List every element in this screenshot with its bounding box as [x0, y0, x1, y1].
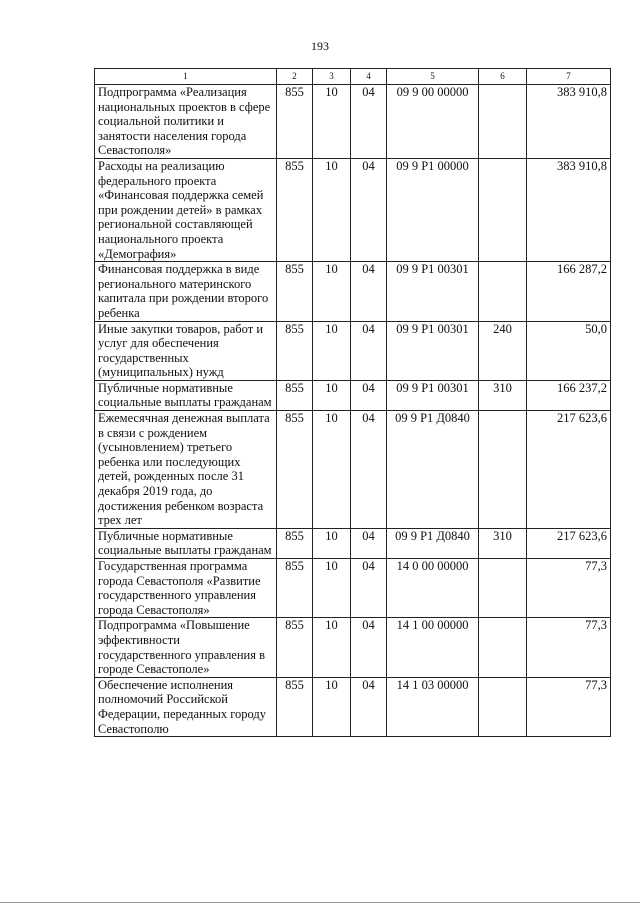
- table-row: [95, 618, 611, 677]
- row-code-cell: 855: [277, 380, 313, 410]
- row-code-cell: 855: [277, 262, 313, 321]
- row-section-cell: 10: [313, 411, 351, 529]
- table-row: [95, 262, 611, 321]
- row-expense-type-cell: 310: [479, 380, 527, 410]
- row-code-cell: 855: [277, 528, 313, 558]
- row-name-cell: Иные закупки товаров, работ и услуг для обеспечения государственных (муниципальных) нужд: [95, 321, 277, 380]
- row-section-cell: 10: [313, 618, 351, 677]
- table-row: [95, 380, 611, 410]
- row-name-cell: Обеспечение исполнения полномочий Российской Федерации, переданных городу Севастополю: [95, 677, 277, 736]
- column-header: 3: [313, 69, 351, 85]
- row-name-cell: Публичные нормативные социальные выплаты гражданам: [95, 380, 277, 410]
- row-target-cell: 09 9 P1 00301: [387, 262, 479, 321]
- row-code-cell: 855: [277, 618, 313, 677]
- row-section-cell: 10: [313, 262, 351, 321]
- row-name-cell: Расходы на реализацию федерального проекта «Финансовая поддержка семей при рождении детей» в рамках региональной составляющей национального проекта «Демография»: [95, 158, 277, 261]
- row-expense-type-cell: [479, 411, 527, 529]
- row-section-cell: 10: [313, 677, 351, 736]
- row-subsection-cell: 04: [351, 528, 387, 558]
- row-subsection-cell: 04: [351, 618, 387, 677]
- column-header: 7: [527, 69, 611, 85]
- row-code-cell: 855: [277, 411, 313, 529]
- row-target-cell: 09 9 P1 Д0840: [387, 411, 479, 529]
- row-amount-cell: 383 910,8: [527, 85, 611, 159]
- row-name-cell: Публичные нормативные социальные выплаты гражданам: [95, 528, 277, 558]
- header-row: [95, 69, 611, 85]
- row-target-cell: 14 1 00 00000: [387, 618, 479, 677]
- column-header: 1: [95, 69, 277, 85]
- table-row: [95, 559, 611, 618]
- row-target-cell: 14 1 03 00000: [387, 677, 479, 736]
- row-amount-cell: 166 287,2: [527, 262, 611, 321]
- row-target-cell: 09 9 00 00000: [387, 85, 479, 159]
- row-code-cell: 855: [277, 158, 313, 261]
- row-target-cell: 09 9 P1 00000: [387, 158, 479, 261]
- row-name-cell: Ежемесячная денежная выплата в связи с рождением (усыновлением) третьего ребенка или последующих детей, рожденных после 31 декабря 2019 года, до достижения ребенком возраста трех лет: [95, 411, 277, 529]
- row-expense-type-cell: [479, 85, 527, 159]
- row-amount-cell: 77,3: [527, 618, 611, 677]
- row-code-cell: 855: [277, 559, 313, 618]
- row-amount-cell: 217 623,6: [527, 528, 611, 558]
- row-expense-type-cell: [479, 677, 527, 736]
- row-amount-cell: 166 237,2: [527, 380, 611, 410]
- row-name-cell: Финансовая поддержка в виде регионального материнского капитала при рождении второго ребенка: [95, 262, 277, 321]
- page-number: 193: [311, 39, 329, 53]
- budget-table: [94, 68, 611, 737]
- row-name-cell: Государственная программа города Севастополя «Развитие государственного управления города Севастополя»: [95, 559, 277, 618]
- row-expense-type-cell: [479, 559, 527, 618]
- row-subsection-cell: 04: [351, 411, 387, 529]
- row-amount-cell: 77,3: [527, 677, 611, 736]
- row-amount-cell: 77,3: [527, 559, 611, 618]
- row-expense-type-cell: [479, 158, 527, 261]
- row-subsection-cell: 04: [351, 380, 387, 410]
- row-subsection-cell: 04: [351, 85, 387, 159]
- table-row: [95, 411, 611, 529]
- table-row: [95, 321, 611, 380]
- row-expense-type-cell: 240: [479, 321, 527, 380]
- row-section-cell: 10: [313, 380, 351, 410]
- row-subsection-cell: 04: [351, 262, 387, 321]
- row-target-cell: 09 9 P1 00301: [387, 321, 479, 380]
- row-expense-type-cell: 310: [479, 528, 527, 558]
- row-subsection-cell: 04: [351, 559, 387, 618]
- page-bottom-edge: [0, 902, 640, 903]
- table-row: [95, 85, 611, 159]
- row-name-cell: Подпрограмма «Повышение эффективности государственного управления в городе Севастополе»: [95, 618, 277, 677]
- row-target-cell: 14 0 00 00000: [387, 559, 479, 618]
- row-subsection-cell: 04: [351, 321, 387, 380]
- column-header: 4: [351, 69, 387, 85]
- row-amount-cell: 217 623,6: [527, 411, 611, 529]
- row-expense-type-cell: [479, 618, 527, 677]
- column-header: 5: [387, 69, 479, 85]
- column-header: 6: [479, 69, 527, 85]
- row-code-cell: 855: [277, 321, 313, 380]
- table-row: [95, 677, 611, 736]
- row-subsection-cell: 04: [351, 158, 387, 261]
- row-section-cell: 10: [313, 321, 351, 380]
- row-target-cell: 09 9 P1 Д0840: [387, 528, 479, 558]
- column-header: 2: [277, 69, 313, 85]
- row-code-cell: 855: [277, 677, 313, 736]
- row-code-cell: 855: [277, 85, 313, 159]
- row-section-cell: 10: [313, 559, 351, 618]
- row-target-cell: 09 9 P1 00301: [387, 380, 479, 410]
- row-section-cell: 10: [313, 528, 351, 558]
- row-section-cell: 10: [313, 85, 351, 159]
- row-subsection-cell: 04: [351, 677, 387, 736]
- table-row: [95, 158, 611, 261]
- table-row: [95, 528, 611, 558]
- row-amount-cell: 50,0: [527, 321, 611, 380]
- row-section-cell: 10: [313, 158, 351, 261]
- row-expense-type-cell: [479, 262, 527, 321]
- row-name-cell: Подпрограмма «Реализация национальных проектов в сфере социальной политики и занятости населения города Севастополя»: [95, 85, 277, 159]
- row-amount-cell: 383 910,8: [527, 158, 611, 261]
